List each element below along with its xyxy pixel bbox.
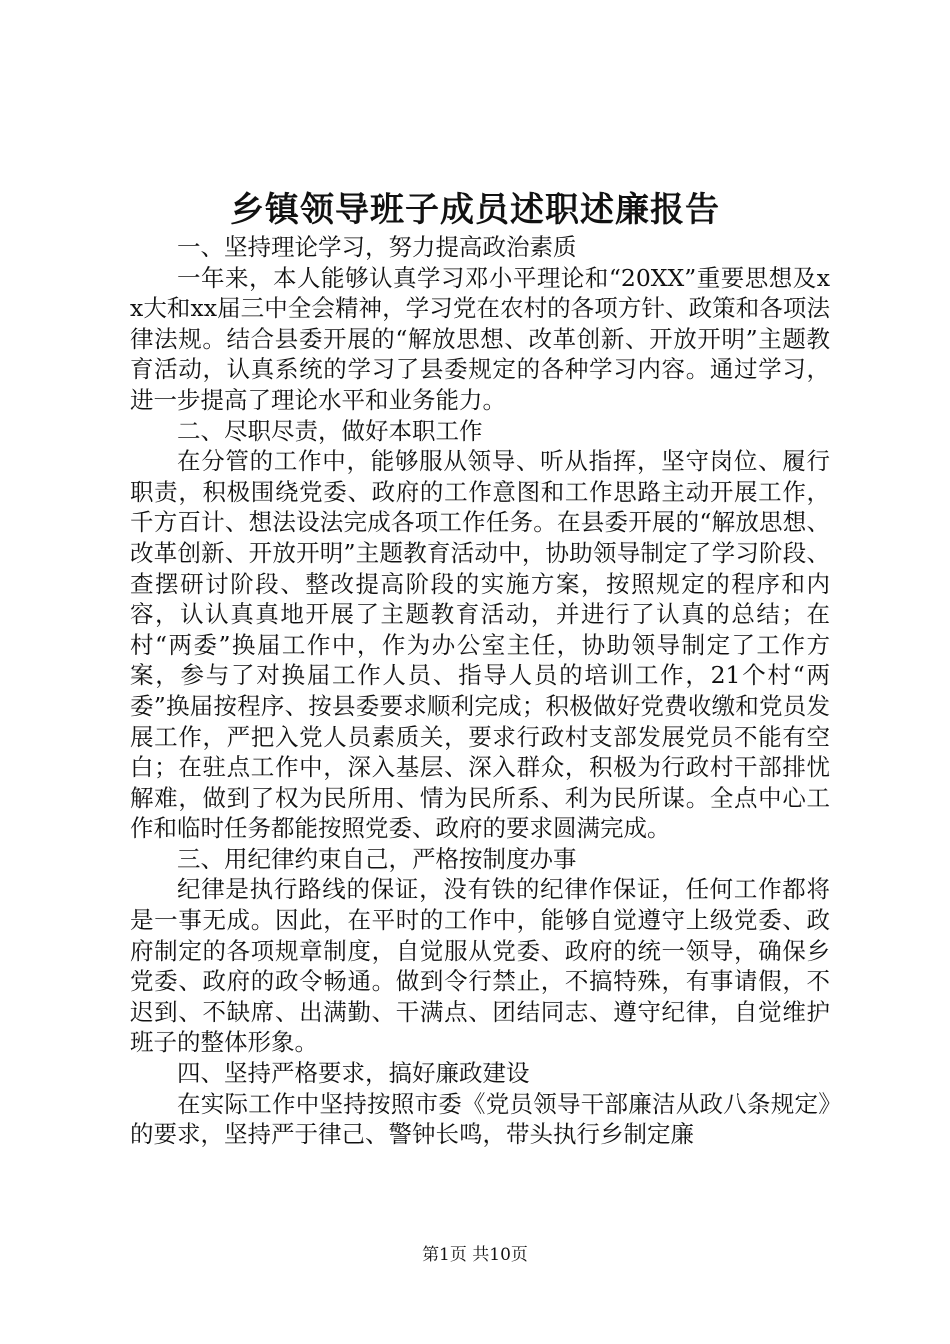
section-heading-4: 四、坚持严格要求，搞好廉政建设 [177,1059,530,1088]
section-paragraph-3: 纪律是执行路线的保证，没有铁的纪律作保证，任何工作都将是一事无成。因此，在平时的工作中，能够自觉遵守上级党委、政府制定的各项规章制度，自觉服从党委、政府的统一领导，确保乡党委、政府的政令畅通。做到令行禁止，不搞特殊，有事请假，不迟到、不缺席、出满勤、干满点、团结同志、遵守纪律，自觉维护班子的整体形象。 [130,875,830,1057]
document-title: 乡镇领导班子成员述职述廉报告 [230,190,720,230]
document-body [130,232,830,1150]
section-heading-3: 三、用纪律约束自己，严格按制度办事 [177,844,577,873]
section-paragraph-1: 一年来，本人能够认真学习邓小平理论和“20XX”重要思想及xx大和xx届三中全会精神，学习党在农村的各项方针、政策和各项法律法规。结合县委开展的“解放思想、改革创新、开放开明”主题教育活动，认真系统的学习了县委规定的各种学习内容。通过学习，进一步提高了理论水平和业务能力。 [130,263,830,414]
section-paragraph-2: 在分管的工作中，能够服从领导、听从指挥，坚守岗位、履行职责，积极围绕党委、政府的工作意图和工作思路主动开展工作，千方百计、想法设法完成各项工作任务。在县委开展的“解放思想、改革创新、开放开明”主题教育活动中，协助领导制定了学习阶段、查摆研讨阶段、整改提高阶段的实施方案，按照规定的程序和内容，认认真真地开展了主题教育活动，并进行了认真的总结；在村“两委”换届工作中，作为办公室主任，协助领导制定了工作方案，参与了对换届工作人员、指导人员的培训工作，21个村“两委”换届按程序、按县委要求顺利完成；积极做好党费收缴和党员发展工作，严把入党人员素质关，要求行政村支部发展党员不能有空白；在驻点工作中，深入基层、深入群众，积极为行政村干部排忧解难，做到了权为民所用、情为民所系、利为民所谋。全点中心工作和临时任务都能按照党委、政府的要求圆满完成。 [130,447,830,843]
section-paragraph-4: 在实际工作中坚持按照市委《党员领导干部廉洁从政八条规定》的要求，坚持严于律己、警钟长鸣，带头执行乡制定廉 [130,1089,830,1149]
section-heading-1: 一、坚持理论学习，努力提高政治素质 [177,233,577,261]
section-heading-2: 二、尽职尽责，做好本职工作 [177,416,483,445]
page-footer: 第1页 共10页 [422,1245,528,1265]
